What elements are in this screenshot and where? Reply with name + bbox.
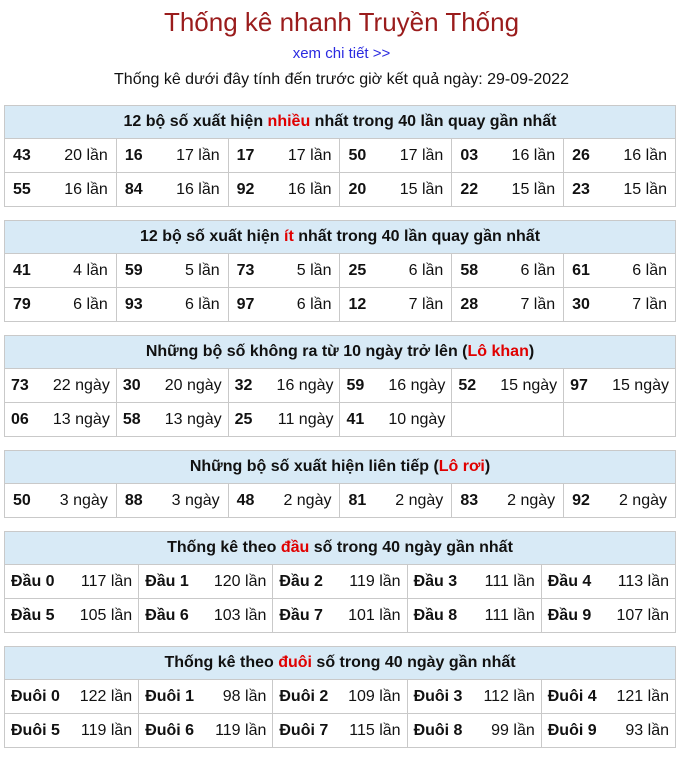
- count-value: 93 lần: [625, 721, 669, 739]
- count-value: 107 lần: [616, 606, 669, 624]
- table-cell: [564, 288, 676, 322]
- table-cell: [5, 173, 117, 207]
- count-value: 16 ngày: [388, 376, 446, 394]
- count-value: 105 lần: [79, 606, 133, 624]
- table-cell: [340, 288, 452, 322]
- table-lo-roi: [4, 450, 676, 518]
- heading-text: Những bộ số không ra từ 10 ngày trở lên (: [145, 343, 468, 360]
- table-row: [5, 254, 676, 288]
- count-value: 16 lần: [511, 146, 556, 164]
- table-cell: [273, 714, 407, 748]
- heading-text: số trong 40 ngày gần nhất: [311, 654, 516, 671]
- digit-label: Đuôi 9: [547, 721, 597, 739]
- table-cell: [564, 484, 676, 518]
- digit-label: Đầu 3: [413, 572, 458, 590]
- number-label: 50: [13, 491, 31, 509]
- table-cell: [452, 139, 564, 173]
- table-cell: [541, 680, 675, 714]
- digit-label: Đầu 1: [145, 572, 189, 590]
- table-row: [5, 599, 676, 633]
- number-label: 03: [460, 146, 479, 164]
- table-cell: [452, 369, 564, 403]
- count-value: 17 lần: [176, 146, 220, 164]
- table-cell: [139, 565, 273, 599]
- number-label: 92: [572, 491, 590, 509]
- table-cell: [228, 484, 340, 518]
- table-cell: [340, 139, 452, 173]
- heading-text: ): [484, 458, 491, 475]
- table-heading: [5, 336, 676, 369]
- count-value: 17 lần: [287, 146, 332, 164]
- table-row: [5, 403, 676, 437]
- number-label: 26: [572, 146, 590, 164]
- digit-label: Đầu 6: [145, 606, 189, 624]
- count-value: 2 ngày: [395, 491, 444, 509]
- digit-label: Đầu 8: [413, 606, 458, 624]
- table-cell: [407, 565, 541, 599]
- number-label: 55: [13, 180, 31, 198]
- number-label: 88: [124, 491, 143, 509]
- heading-highlight: ít: [284, 228, 294, 245]
- page-title: Thống kê nhanh Truyền Thống: [163, 7, 520, 37]
- table-heading: [5, 451, 676, 484]
- number-label: 73: [11, 376, 29, 394]
- count-value: 101 lần: [348, 606, 401, 624]
- table-cell: [5, 288, 117, 322]
- digit-label: Đầu 0: [11, 572, 55, 590]
- table-cell: [5, 599, 139, 633]
- digit-label: Đuôi 2: [279, 687, 329, 705]
- table-cell: [5, 714, 139, 748]
- number-label: 58: [460, 261, 479, 279]
- table-cell: [116, 254, 228, 288]
- count-value: 16 ngày: [276, 376, 334, 394]
- heading-highlight: nhiều: [267, 113, 311, 130]
- count-value: 117 lần: [80, 572, 133, 590]
- count-value: 7 lần: [408, 295, 444, 313]
- digit-label: Đuôi 4: [547, 687, 597, 705]
- number-label: 22: [460, 180, 479, 198]
- count-value: 119 lần: [215, 721, 267, 739]
- table-cell: [452, 484, 564, 518]
- count-value: 7 lần: [520, 295, 556, 313]
- table-cell: [228, 173, 340, 207]
- table-cell: [541, 714, 675, 748]
- table-cell: [139, 680, 273, 714]
- table-lo-khan: [4, 335, 676, 437]
- table-cell: [228, 139, 340, 173]
- heading-text: Thống kê theo: [167, 539, 281, 556]
- table-cell: [407, 599, 541, 633]
- table-row: [5, 714, 676, 748]
- number-label: 83: [460, 491, 479, 509]
- table-head-digit: [4, 531, 676, 633]
- table-cell: [407, 680, 541, 714]
- count-value: 115 lần: [349, 721, 401, 739]
- table-cell: [452, 254, 564, 288]
- digit-label: Đầu 9: [547, 606, 592, 624]
- table-cell: [452, 173, 564, 207]
- table-most-frequent: [4, 105, 676, 207]
- table-heading: [5, 647, 676, 680]
- digit-label: Đuôi 0: [11, 687, 60, 705]
- heading-text: số trong 40 ngày gần nhất: [309, 539, 513, 556]
- heading-text: Thống kê theo: [164, 654, 279, 671]
- count-value: 6 lần: [73, 295, 108, 313]
- count-value: 111 lần: [484, 572, 535, 590]
- digit-label: Đuôi 8: [413, 721, 463, 739]
- number-label: 73: [236, 261, 255, 279]
- table-cell: [452, 403, 564, 437]
- count-value: 3 ngày: [171, 491, 220, 509]
- number-label: 50: [348, 146, 367, 164]
- digit-label: Đuôi 5: [11, 721, 60, 739]
- number-label: 41: [13, 261, 31, 279]
- table-tail-digit: [4, 646, 676, 748]
- table-heading: [5, 532, 676, 565]
- count-value: 120 lần: [213, 572, 267, 590]
- count-value: 2 ngày: [618, 491, 667, 509]
- digit-label: Đuôi 3: [413, 687, 463, 705]
- count-value: 112 lần: [483, 687, 535, 705]
- table-cell: [5, 680, 139, 714]
- count-value: 109 lần: [348, 687, 401, 705]
- count-value: 6 lần: [184, 295, 220, 313]
- table-cell: [228, 403, 340, 437]
- heading-text: nhất trong 40 lần quay gần nhất: [310, 113, 557, 130]
- number-label: 30: [122, 376, 141, 394]
- table-cell: [340, 369, 452, 403]
- count-value: 6 lần: [632, 261, 667, 279]
- count-value: 15 lần: [399, 180, 444, 198]
- count-value: 119 lần: [349, 572, 401, 590]
- table-cell: [340, 254, 452, 288]
- table-cell: [5, 254, 117, 288]
- number-label: 81: [348, 491, 367, 509]
- table-cell: [541, 565, 675, 599]
- count-value: 98 lần: [222, 687, 267, 705]
- table-row: [5, 288, 676, 322]
- table-cell: [116, 139, 228, 173]
- table-cell: [273, 565, 407, 599]
- table-cell: [564, 139, 676, 173]
- count-value: 15 lần: [511, 180, 556, 198]
- table-row: [5, 173, 676, 207]
- count-value: 99 lần: [491, 721, 535, 739]
- heading-highlight: Lô khan: [467, 343, 529, 360]
- table-cell: [116, 288, 228, 322]
- number-label: 17: [236, 146, 255, 164]
- table-cell: [564, 403, 676, 437]
- number-label: 16: [124, 146, 143, 164]
- count-value: 22 ngày: [52, 376, 110, 394]
- table-cell: [116, 173, 228, 207]
- count-value: 15 ngày: [612, 376, 669, 394]
- heading-text: Những bộ số xuất hiện liên tiếp (: [189, 458, 439, 475]
- table-cell: [5, 403, 117, 437]
- count-value: 4 lần: [73, 261, 108, 279]
- number-label: 84: [124, 180, 143, 198]
- table-cell: [5, 369, 117, 403]
- table-row: [5, 369, 676, 403]
- table-cell: [340, 484, 452, 518]
- table-row: [5, 565, 676, 599]
- count-value: 13 ngày: [52, 410, 110, 428]
- digit-label: Đầu 4: [547, 572, 592, 590]
- table-cell: [139, 714, 273, 748]
- count-value: 16 lần: [287, 180, 332, 198]
- table-cell: [452, 288, 564, 322]
- table-cell: [116, 403, 228, 437]
- count-value: 119 lần: [80, 721, 133, 739]
- number-label: 59: [124, 261, 143, 279]
- table-row: [5, 484, 676, 518]
- number-label: 59: [346, 376, 365, 394]
- number-label: 32: [234, 376, 253, 394]
- table-cell: [340, 403, 452, 437]
- table-cell: [228, 254, 340, 288]
- table-cell: [541, 599, 675, 633]
- number-label: 79: [13, 295, 31, 313]
- count-value: 16 lần: [64, 180, 108, 198]
- table-cell: [273, 599, 407, 633]
- count-value: 15 ngày: [500, 376, 558, 394]
- count-value: 3 ngày: [59, 491, 108, 509]
- count-value: 113 lần: [617, 572, 669, 590]
- table-cell: [228, 369, 340, 403]
- view-details-link[interactable]: xem chi tiết >>: [292, 45, 391, 62]
- count-value: 121 lần: [616, 687, 669, 705]
- heading-text: nhất trong 40 lần quay gần nhất: [293, 228, 541, 245]
- number-label: 58: [122, 410, 141, 428]
- heading-text: 12 bộ số xuất hiện: [123, 113, 268, 130]
- digit-label: Đuôi 7: [279, 721, 329, 739]
- count-value: 16 lần: [176, 180, 220, 198]
- count-value: 10 ngày: [388, 410, 446, 428]
- number-label: 97: [570, 376, 588, 394]
- heading-text: 12 bộ số xuất hiện: [139, 228, 284, 245]
- count-value: 111 lần: [484, 606, 535, 624]
- number-label: 12: [348, 295, 367, 313]
- table-cell: [116, 369, 228, 403]
- count-value: 122 lần: [79, 687, 133, 705]
- heading-highlight: Lô rơi: [438, 458, 485, 475]
- heading-highlight: đuôi: [278, 654, 312, 671]
- count-value: 103 lần: [213, 606, 267, 624]
- digit-label: Đuôi 6: [145, 721, 195, 739]
- table-row: [5, 680, 676, 714]
- count-value: 16 lần: [623, 146, 667, 164]
- table-cell: [228, 288, 340, 322]
- count-value: 5 lần: [184, 261, 220, 279]
- number-label: 23: [572, 180, 590, 198]
- count-value: 17 lần: [399, 146, 444, 164]
- table-cell: [564, 254, 676, 288]
- heading-highlight: đầu: [280, 539, 310, 556]
- number-label: 28: [460, 295, 479, 313]
- heading-text: ): [528, 343, 535, 360]
- table-cell: [5, 484, 117, 518]
- count-value: 2 ngày: [507, 491, 556, 509]
- number-label: 52: [458, 376, 477, 394]
- count-value: 5 lần: [296, 261, 332, 279]
- number-label: 30: [572, 295, 590, 313]
- table-cell: [116, 484, 228, 518]
- count-value: 20 lần: [64, 146, 108, 164]
- table-cell: [5, 565, 139, 599]
- table-row: [5, 139, 676, 173]
- number-label: 43: [13, 146, 31, 164]
- number-label: 25: [234, 410, 253, 428]
- digit-label: Đầu 2: [279, 572, 323, 590]
- table-cell: [340, 173, 452, 207]
- count-value: 15 lần: [623, 180, 667, 198]
- table-cell: [564, 369, 676, 403]
- table-cell: [407, 714, 541, 748]
- table-heading: [5, 221, 676, 254]
- count-value: 6 lần: [296, 295, 332, 313]
- count-value: 6 lần: [520, 261, 556, 279]
- number-label: 25: [348, 261, 367, 279]
- number-label: 93: [124, 295, 143, 313]
- page-header: [0, 0, 683, 100]
- table-heading: [5, 106, 676, 139]
- digit-label: Đầu 5: [11, 606, 55, 624]
- table-cell: [273, 680, 407, 714]
- table-cell: [5, 139, 117, 173]
- count-value: 20 ngày: [164, 376, 222, 394]
- digit-label: Đầu 7: [279, 606, 323, 624]
- number-label: 61: [572, 261, 590, 279]
- page-subtitle: Thống kê dưới đây tính đến trước giờ kết quả ngày: 29-09-2022: [114, 71, 569, 88]
- count-value: 6 lần: [408, 261, 444, 279]
- digit-label: Đuôi 1: [145, 687, 195, 705]
- table-cell: [564, 173, 676, 207]
- table-least-frequent: [4, 220, 676, 322]
- number-label: 48: [236, 491, 255, 509]
- table-cell: [139, 599, 273, 633]
- number-label: 06: [11, 410, 29, 428]
- number-label: 97: [236, 295, 255, 313]
- count-value: 2 ngày: [283, 491, 332, 509]
- count-value: 13 ngày: [164, 410, 222, 428]
- number-label: 92: [236, 180, 255, 198]
- number-label: 41: [346, 410, 365, 428]
- count-value: 7 lần: [632, 295, 667, 313]
- count-value: 11 ngày: [277, 410, 334, 428]
- number-label: 20: [348, 180, 367, 198]
